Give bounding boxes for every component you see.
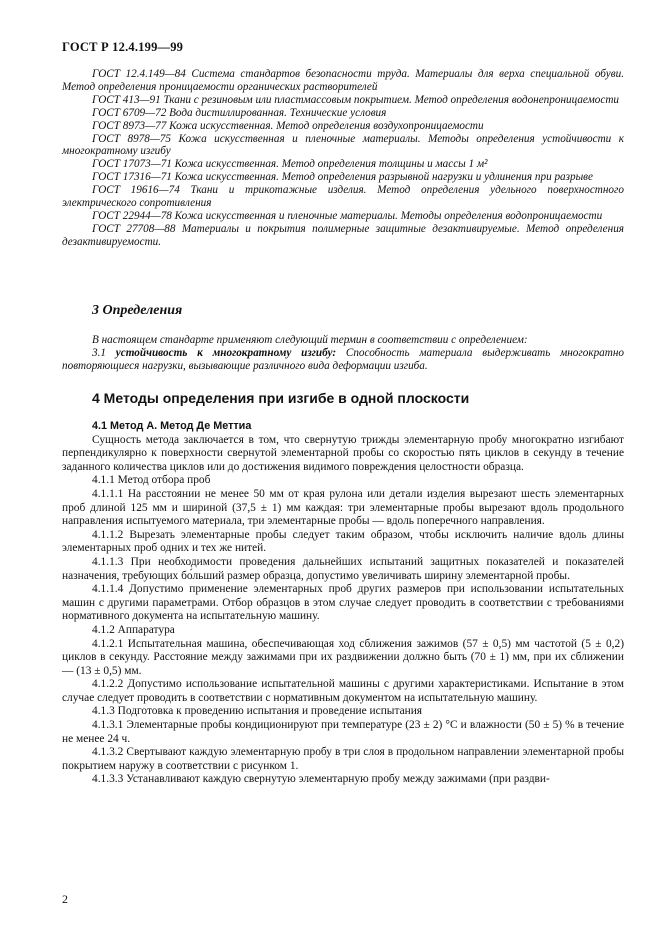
paragraph: 4.1.3 Подготовка к проведению испытания и проведение испытания [92,705,423,718]
paragraph: 4.1.1.4 Допустимо применение элементарных проб других размеров при использовании испытательных машин с другими параметрами. Отбор образцов в этом случае следует проводить в соответствии с требованиями нормативного документа на испытательную машину. [62,583,624,623]
page-header: ГОСТ Р 12.4.199—99 [62,40,184,54]
definition-number: 3.1 [92,346,106,359]
paragraph: 4.1.2.1 Испытательная машина, обеспечивающая ход сближения зажимов (57 ± 0,5) мм частотой (5 ± 0,2) циклов в секунду. Расстояние между зажимами при их раздвижении должно быть (70 ± 1) мм, при их сближении — (13 ± 0,5) мм. [62,637,624,677]
references-list [62,68,624,249]
reference-item: ГОСТ 413—91 Ткани с резиновым или пластмассовым покрытием. Метод определения водонепроницаемости [92,93,619,106]
paragraph: 4.1.3.2 Свертывают каждую элементарную пробу в три слоя в продольном направлении элементарной пробы покрытием наружу в соответствии с рисунком 1. [62,746,624,772]
reference-item: ГОСТ 19616—74 Ткани и трикотажные изделия. Метод определения удельного поверхностного электрического сопротивления [62,184,624,210]
paragraph: 4.1.3.3 Устанавливают каждую свернутую элементарную пробу между зажимами (при раздви- [92,773,550,786]
reference-item: ГОСТ 17316—71 Кожа искусственная. Метод определения разрывной нагрузки и удлинения при разрыве [92,171,594,184]
subsection-4-1-heading: 4.1 Метод А. Метод Де Меттиа [92,420,252,432]
definition-term: устойчивость к многократному изгибу: [115,346,337,359]
reference-item: ГОСТ 6709—72 Вода дистиллированная. Технические условия [92,106,387,119]
paragraph: 4.1.1 Метод отбора проб [92,474,211,487]
definition-3-1 [62,347,624,373]
paragraph: Сущность метода заключается в том, что свернутую трижды элементарную пробу многократно изгибают перпендикулярно к поверхности свернутой элементарной пробы со скоростью пять циклов в секунду в течение заданного количества циклов или до достижения видимого повреждения целостности образца. [62,433,624,473]
reference-item: ГОСТ 8973—77 Кожа искусственная. Метод определения воздухопроницаемости [92,119,484,132]
paragraph: 4.1.3.1 Элементарные пробы кондиционируют при температуре (23 ± 2) °С и влажности (50 ± 5) % в течение не менее 24 ч. [62,719,624,745]
reference-item: ГОСТ 8978—75 Кожа искусственная и пленочные материалы. Методы определения устойчивости к многократному изгибу [62,132,624,158]
reference-item: ГОСТ 17073—71 Кожа искусственная. Метод определения толщины и массы 1 м² [92,158,488,171]
definitions-intro: В настоящем стандарте применяют следующий термин в соответствии с определением: [92,334,528,346]
paragraph: 4.1.1.3 При необходимости проведения дальнейших испытаний защитных показателей и показателей назначения, требующих бо́льший размер образца, допустимо увеличивать ширину элементарной пробы. [62,555,624,582]
reference-item: ГОСТ 12.4.149—84 Система стандартов безопасности труда. Материалы для верха специальной обуви. Метод определения проницаемости органических растворителей [62,68,624,93]
reference-item: ГОСТ 22944—78 Кожа искусственная и пленочные материалы. Методы определения водопроницаемости [92,209,603,222]
definitions-block [62,334,624,373]
paragraph: 4.1.2.2 Допустимо использование испытательной машины с другими характеристиками. Испытание в этом случае следует проводить в соответствии с нормативным документом на испытательную машину. [62,678,624,704]
section-4-body [62,420,624,787]
section-4-heading: 4 Методы определения при изгибе в одной плоскости [92,390,470,406]
paragraph: 4.1.2 Аппаратура [92,623,175,636]
paragraph: 4.1.1.2 Вырезать элементарные пробы следует таким образом, чтобы исключить наличие вдоль длины элементарных проб одних и тех же нитей. [62,528,624,555]
paragraph: 4.1.1.1 На расстоянии не менее 50 мм от края рулона или детали изделия вырезают шесть элементарных проб длиной 125 мм и шириной (37,5 ± 1) мм каждая: три элементарные пробы вырезают вдоль продольного направления испытуемого материала, три элементарные пробы — вдоль поперечного направления. [62,487,624,528]
section-3-heading: 3 Определения [92,303,183,318]
reference-item: ГОСТ 27708—88 Материалы и покрытия полимерные защитные дезактивируемые. Метод определения дезактивируемости. [62,222,624,248]
definition-text: Способность материала выдерживать многократно повторяющиеся нагрузки, вызывающие различного вида деформации изгиба. [62,346,624,372]
page-number: 2 [62,892,68,906]
